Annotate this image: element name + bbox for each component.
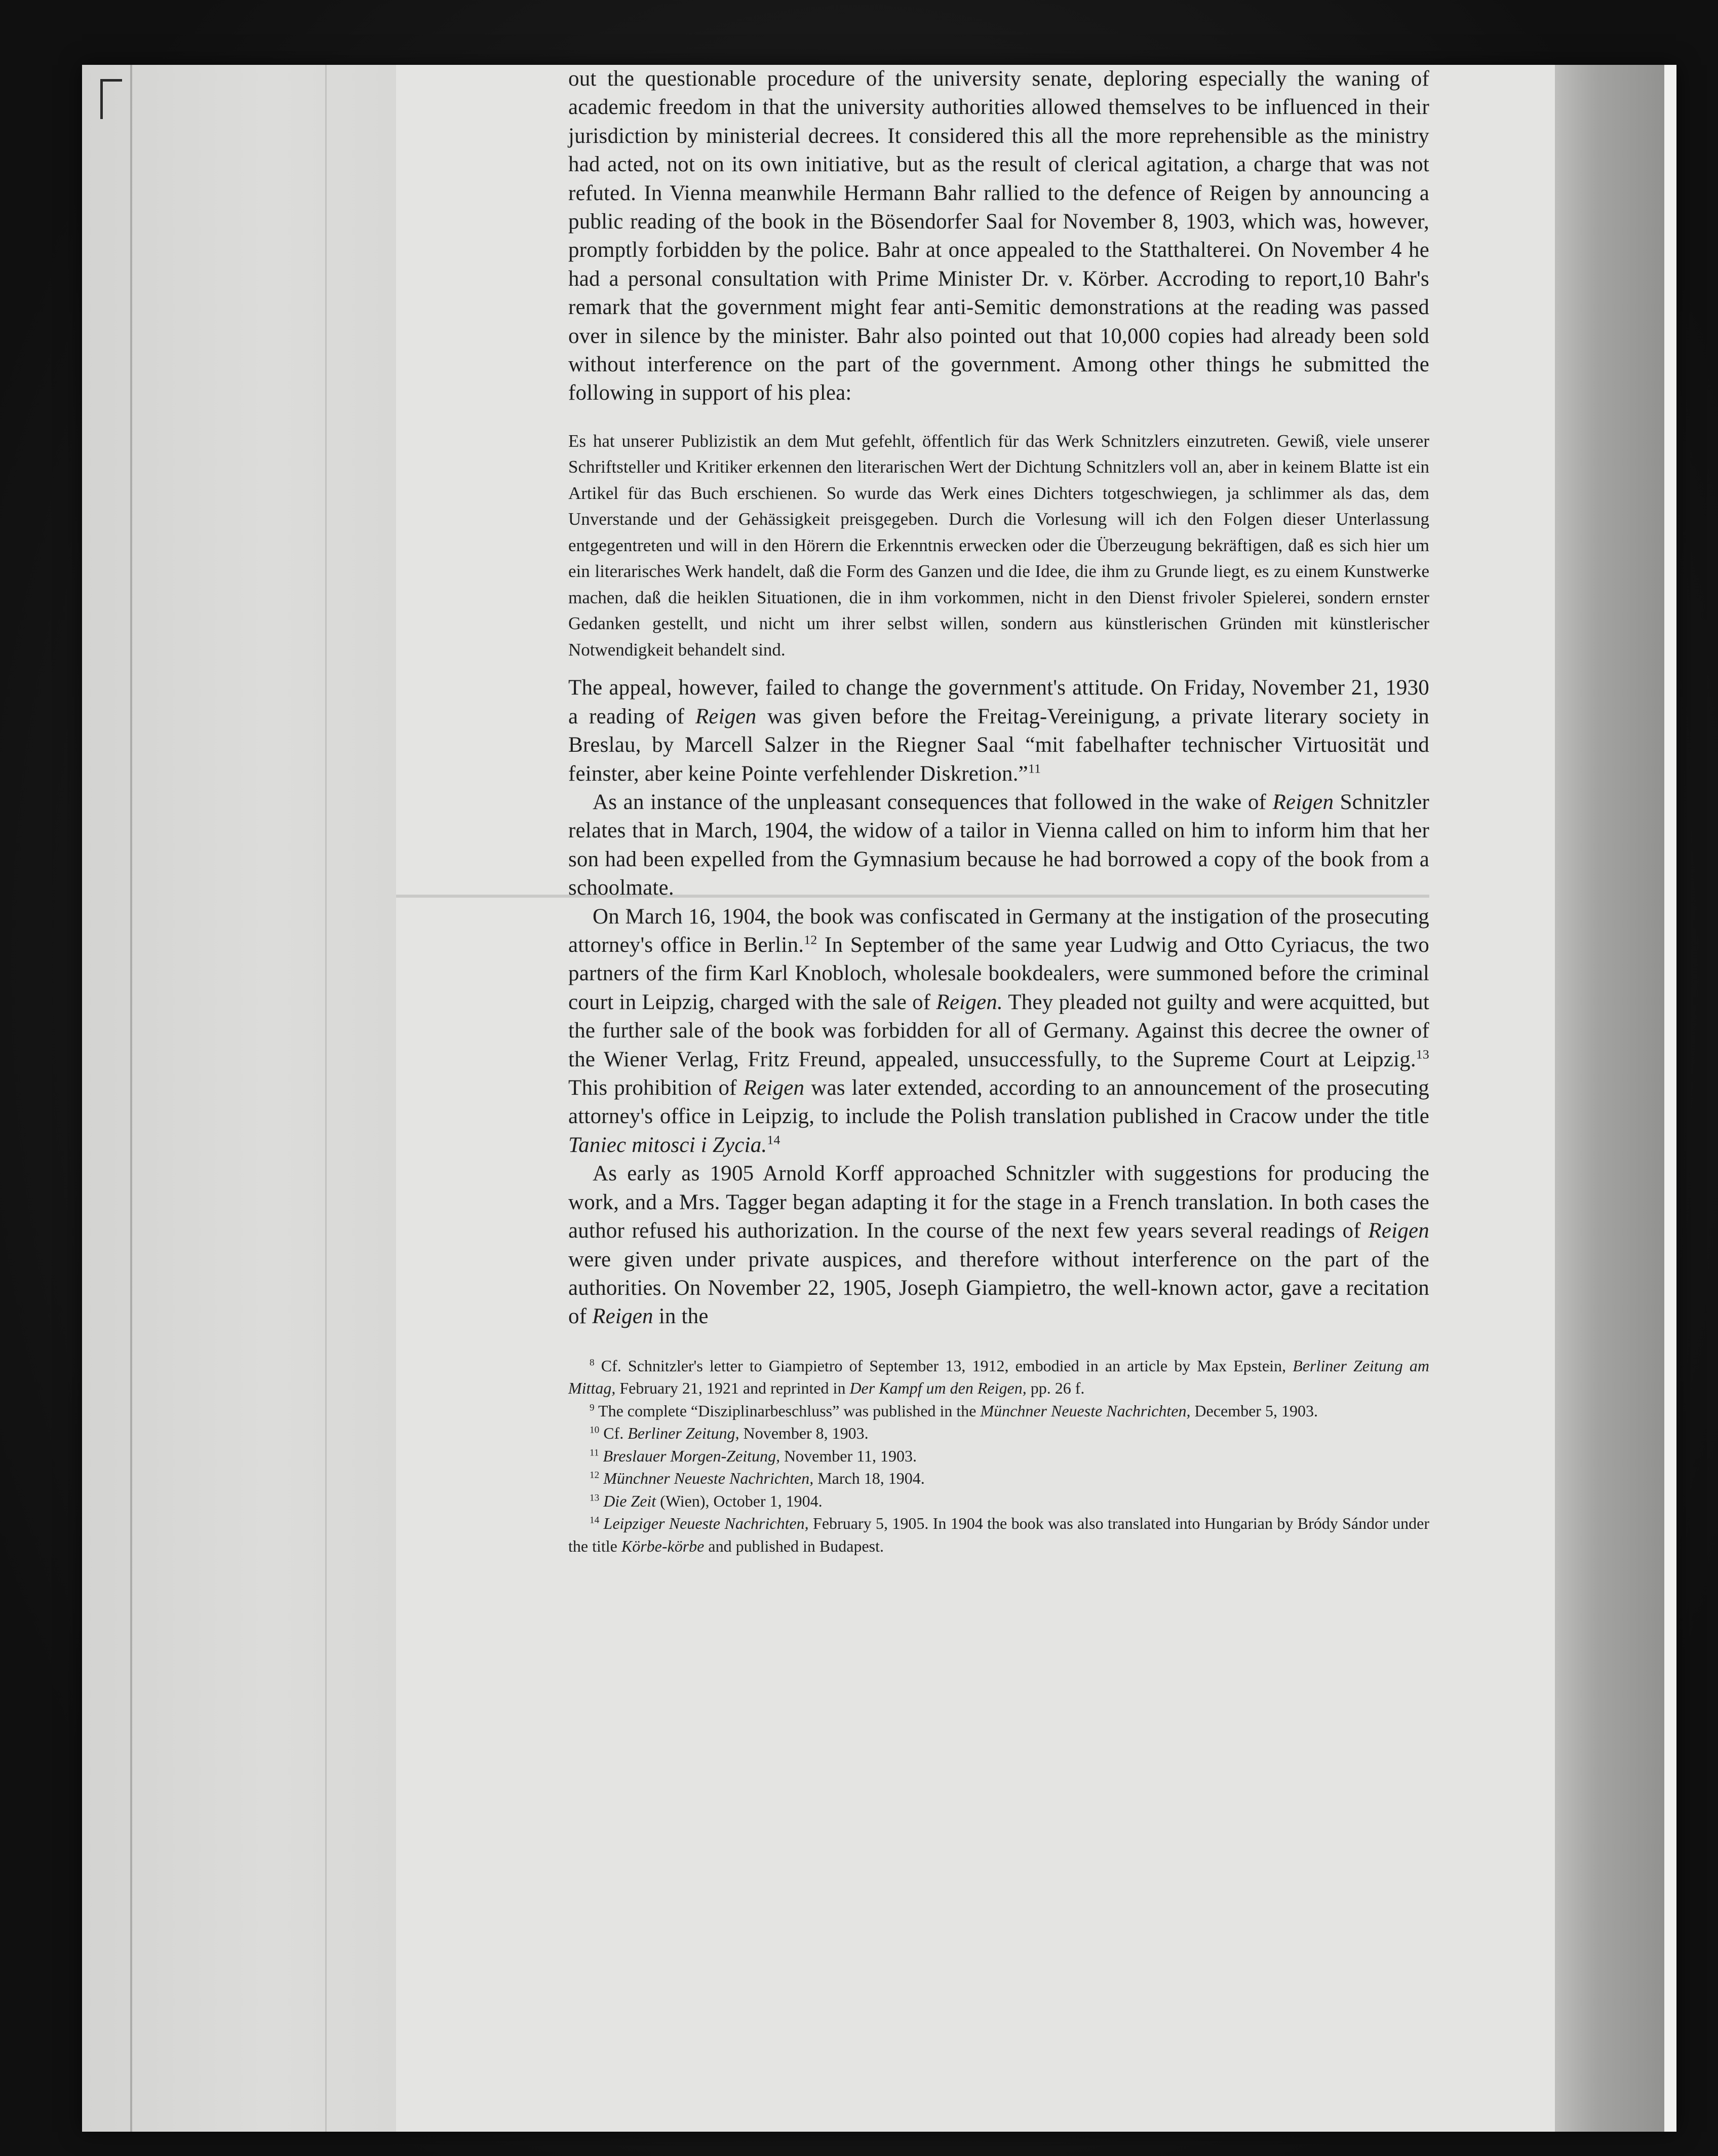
- text-run: They pleaded not guilty and were acquitted, but the further sale of the book was forbidden for all of Germany. Against this decree the owner of the Wiener Verlag, Fritz Freund, appealed, unsuccessfully, to the Supreme Court at Leipzig.: [568, 990, 1429, 1071]
- italic-title: Berliner Zeitung,: [628, 1424, 739, 1443]
- text-run: As early as 1905 Arnold Korff approached Schnitzler with suggestions for producing the work, and a Mrs. Tagger began adapting it for the stage in a French translation. In both cases the author refused his authorization. In the course of the next few years several readings of: [568, 1162, 1429, 1243]
- left-page-margin: [82, 65, 396, 2132]
- paragraph-3: [568, 788, 1429, 903]
- text-run: February 21, 1921 and reprinted in: [615, 1379, 850, 1398]
- text-run: pp. 26 f.: [1026, 1379, 1085, 1398]
- footnote-ref: 13: [1416, 1047, 1429, 1062]
- footnote-10: [568, 1422, 1429, 1445]
- text-run: February 5, 1905. In 1904 the book was also translated into Hungarian by Bródy Sándor under the title: [568, 1514, 1430, 1555]
- italic-title: Reigen.: [936, 990, 1003, 1014]
- text-run: March 18, 1904.: [813, 1469, 925, 1488]
- italic-title: Taniec mitosci i Zycia.: [568, 1133, 767, 1157]
- italic-title: Berliner Zeitung am Mittag,: [568, 1356, 1430, 1398]
- page-fold-line: [130, 65, 132, 2132]
- italic-title: Münchner Neueste Nachrichten,: [599, 1469, 814, 1488]
- text-run: This prohibition of: [568, 1076, 744, 1100]
- footnote-14: [568, 1512, 1429, 1557]
- paragraph-5: [568, 1160, 1429, 1331]
- italic-title: Reigen: [695, 704, 757, 728]
- footnote-ref: 12: [804, 932, 817, 947]
- footnote-8: [568, 1355, 1429, 1400]
- text-run: The appeal, however, failed to change the government's attitude. On Friday, November 21, 1930 a reading of: [568, 676, 1429, 728]
- text-run: December 5, 1903.: [1190, 1401, 1318, 1420]
- text-run: Cf.: [599, 1424, 628, 1443]
- text-run: November 11, 1903.: [780, 1446, 917, 1465]
- footnote-number: 11: [590, 1447, 599, 1458]
- right-page-border: [1664, 65, 1676, 2132]
- italic-title: Reigen: [743, 1076, 805, 1100]
- paragraph-1: out the questionable procedure of the university senate, deploring especially the waning of academic freedom in that the university authorities allowed themselves to be influenced in their jurisdiction by ministerial decrees. It considered this all the more reprehensible as the ministry had acted, not on its own initiative, but as the result of clerical agitation, a charge that was not refuted. In Vienna meanwhile Hermann Bahr rallied to the defence of Reigen by announcing a public reading of the book in the Bösendorfer Saal for November 8, 1903, which was, however, promptly forbidden by the police. Bahr at once appealed to the Statthalterei. On November 4 he had a personal consultation with Prime Minister Dr. v. Körber. Accroding to report,10 Bahr's remark that the government might fear anti-Semitic demonstrations at the reading was passed over in silence by the minister. Bahr also pointed out that 10,000 copies had already been sold without interference on the part of the government. Among other things he submitted the following in support of his plea:: [568, 67, 1429, 405]
- footnote-12: [568, 1467, 1429, 1490]
- italic-title: Reigen: [1272, 790, 1334, 814]
- paragraph-4: [568, 903, 1429, 1160]
- text-column: [568, 65, 1429, 1557]
- block-quote: Es hat unserer Publizistik an dem Mut gefehlt, öffentlich für das Werk Schnitzlers einzutreten. Gewiß, viele unserer Schriftsteller und Kritiker erkennen den literarischen Wert der Dichtung Schnitzlers voll an, aber in keinem Blatte ist ein Artikel für das Buch erschienen. So wurde das Werk eines Dichters totgeschwiegen, ja schlimmer als das, dem Unverstande und der Gehässigkeit preisgegeben. Durch die Vorlesung will ich den Folgen dieser Unterlassung entgegentreten und will in den Hörern die Erkenntnis erwecken oder die Überzeugung bekräftigen, daß es sich hier um ein literarisches Werk handelt, daß die Form des Ganzen und die Idee, die ihm zu Grunde liegt, es zu einem Kunstwerke machen, daß die heiklen Situationen, die in ihm vorkommen, nicht in den Dienst frivoler Spielerei, sondern ernster Gedanken gestellt, und nicht um ihrer selbst willen, sondern aus künstlerischen Gründen mit künstlerischer Notwendigkeit behandelt sind.: [568, 431, 1429, 660]
- italic-title: Körbe-körbe: [621, 1536, 705, 1555]
- text-run: Cf. Schnitzler's letter to Giampietro of September 13, 1912, embodied in an article by Max Epstein,: [594, 1356, 1293, 1375]
- body-text: [568, 65, 1429, 408]
- text-run: As an instance of the unpleasant consequences that followed in the wake of: [593, 790, 1273, 814]
- footnote-number: 10: [590, 1424, 600, 1436]
- italic-title: Der Kampf um den Reigen,: [849, 1379, 1027, 1398]
- text-run: were given under private auspices, and therefore without interference on the part of the authorities. On November 22, 1905, Joseph Giampietro, the well-known actor, gave a recitation of: [568, 1247, 1429, 1329]
- footnote-number: 12: [590, 1470, 600, 1481]
- text-run: On March 16, 1904, the book was confiscated in Germany at the instigation of the prosecuting attorney's office in Berlin.: [568, 904, 1429, 957]
- footnote-ref: 14: [767, 1132, 780, 1147]
- text-run: and published in Budapest.: [704, 1536, 884, 1555]
- right-page-shadow: [1555, 65, 1676, 2132]
- footnotes: [568, 1355, 1429, 1558]
- text-run: was given before the Freitag-Vereinigung, a private literary society in Breslau, by Marcell Salzer in the Riegner Saal “mit fabelhafter technischer Virtuosität und feinster, aber keine Pointe verfehlender Diskretion.”: [568, 704, 1429, 786]
- body-text-continued: [568, 674, 1429, 1331]
- text-run: In September of the same year Ludwig and Otto Cyriacus, the two partners of the firm Karl Knobloch, wholesale bookdealers, were summoned before the criminal court in Leipzig, charged with the sale of: [568, 933, 1429, 1014]
- text-run: was later extended, according to an announcement of the prosecuting attorney's office in Leipzig, to include the Polish translation published in Cracow under the title: [568, 1076, 1429, 1129]
- page-edge-line: [325, 65, 327, 2132]
- text-run: in the: [653, 1304, 709, 1329]
- footnote-11: [568, 1445, 1429, 1468]
- italic-title: Münchner Neueste Nachrichten,: [980, 1401, 1191, 1420]
- paragraph-2: [568, 674, 1429, 788]
- italic-title: Leipziger Neueste Nachrichten,: [599, 1514, 809, 1533]
- text-run: Schnitzler relates that in March, 1904, the widow of a tailor in Vienna called on him to inform him that her son had been expelled from the Gymnasium because he had borrowed a copy of the book from a schoolmate.: [568, 790, 1429, 900]
- footnote-number: 14: [590, 1515, 600, 1526]
- italic-title: Reigen: [592, 1304, 653, 1329]
- italic-title: Reigen: [1368, 1219, 1429, 1243]
- footnote-9: [568, 1400, 1429, 1422]
- footnote-number: 8: [590, 1357, 595, 1368]
- corner-crop-mark: [100, 79, 122, 119]
- italic-title: Die Zeit: [599, 1491, 656, 1510]
- scanned-page: [82, 65, 1676, 2132]
- text-run: (Wien), October 1, 1904.: [656, 1491, 823, 1510]
- footnote-13: [568, 1490, 1429, 1513]
- footnote-number: 13: [590, 1492, 600, 1504]
- footnote-number: 9: [590, 1402, 595, 1413]
- text-run: November 8, 1903.: [739, 1424, 869, 1443]
- italic-title: Breslauer Morgen-Zeitung,: [599, 1446, 780, 1465]
- text-run: The complete “Disziplinarbeschluss” was published in the: [594, 1401, 981, 1420]
- footnote-ref: 11: [1028, 761, 1041, 776]
